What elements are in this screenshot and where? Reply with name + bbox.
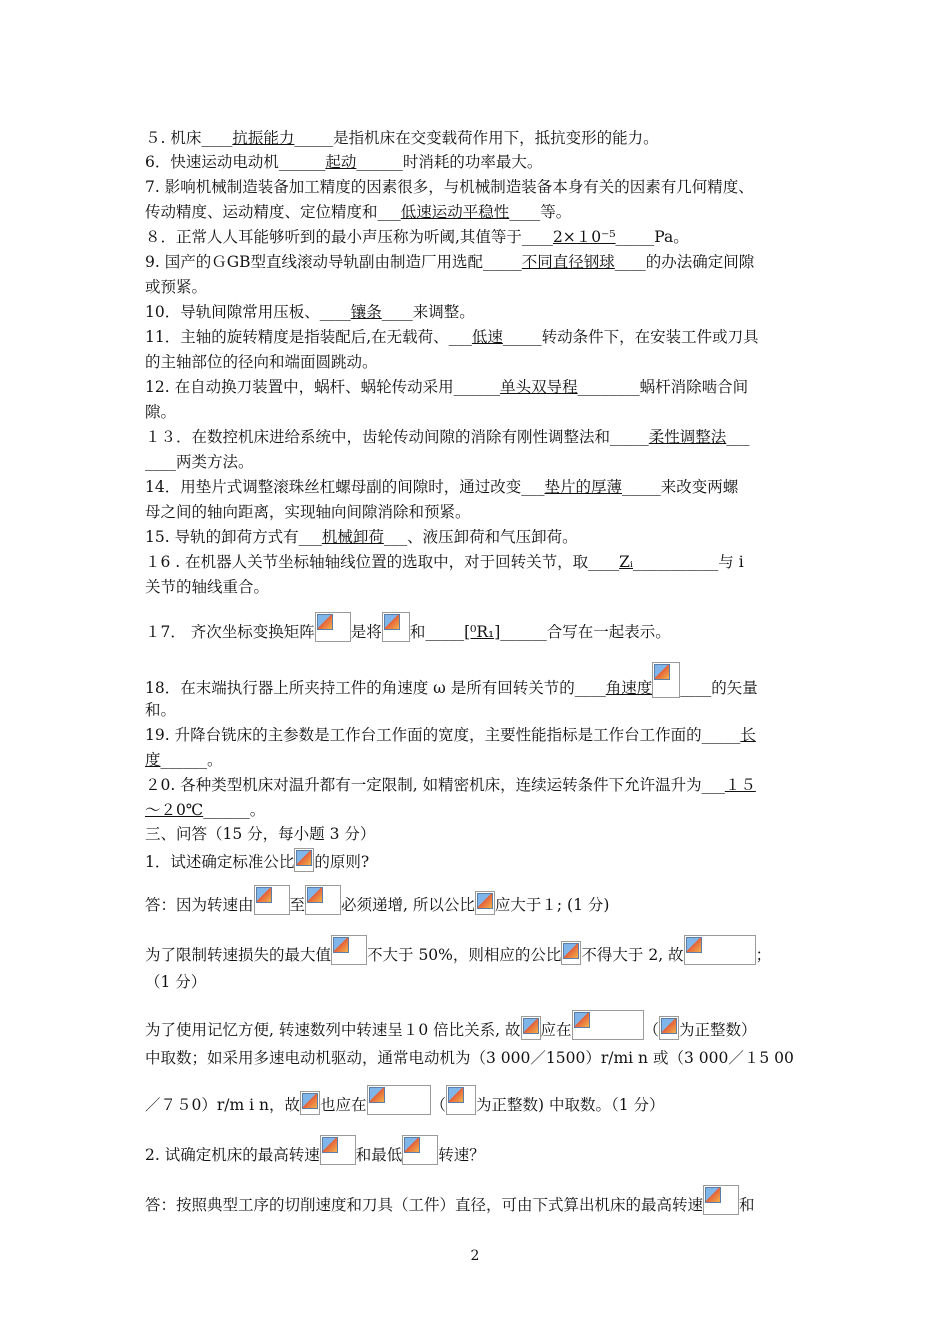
text-line: 10．导轨间隙常用压板、____镶条____来调整。 <box>145 303 475 321</box>
formula-image <box>703 1185 739 1215</box>
text-line: １6 . 在机器人关节坐标轴轴线位置的选取中，对于回转关节，取____Zᵢ___________与 i <box>145 553 744 571</box>
text-line: ５. 机床____抗振能力_____是指机床在交变载荷作用下，抵抗变形的能力。 <box>145 129 659 147</box>
matrix-image <box>382 612 410 642</box>
text-line: 7. 影响机械制造装备加工精度的因素很多，与机械制造装备本身有关的因素有几何精度、 <box>145 178 754 196</box>
text-line: 母之间的轴向距离，实现轴向间隙消除和预紧。 <box>145 503 471 521</box>
answer-line-3: （1 分） <box>145 973 207 991</box>
question-17: １7． 齐次坐标变换矩阵 是将 和_____[⁰R₁]______合写在一起表示。 <box>145 612 671 642</box>
text-line: 或预紧。 <box>145 278 208 296</box>
matrix-image <box>315 612 351 642</box>
text-line: ____两类方法。 <box>145 453 254 471</box>
ratio-symbol-image <box>521 1016 541 1040</box>
answer-line-4: 为了使用记忆方便, 转速数列中转速呈１0 倍比关系, 故 应在 （ 为正整数） <box>145 1010 757 1040</box>
section-heading: 三、问答（15 分，每小题 3 分） <box>145 825 376 843</box>
text-line: 的主轴部位的径向和端面圆跳动。 <box>145 353 378 371</box>
text-line: 12. 在自动换刀装置中，蜗杆、蜗轮传动采用______单头双导程________蜗杆消除啮合间 <box>145 378 749 396</box>
formula-image <box>402 1135 438 1165</box>
variable-image <box>659 1016 679 1040</box>
question-18: 18．在末端执行器上所夹持工件的角速度 ω 是所有回转关节的____角速度 ____的矢量 <box>145 662 758 698</box>
question-19: 19. 升降台铣床的主参数是工作台工作面的宽度，主要性能指标是工作台工作面的_____长 <box>145 726 756 744</box>
formula-image <box>254 885 290 915</box>
formula-image <box>331 935 367 965</box>
text-line: 15. 导轨的卸荷方式有___机械卸荷___、液压卸荷和气压卸荷。 <box>145 528 578 546</box>
text-line: 14．用垫片式调整滚珠丝杠螺母副的间隙时，通过改变___垫片的厚薄_____来改变两螺 <box>145 478 739 496</box>
ratio-symbol-image <box>294 848 314 872</box>
answer-line-7: 答：按照典型工序的切削速度和刀具（工件）直径，可由下式算出机床的最高转速 和 <box>145 1185 755 1215</box>
text-line: 9. 国产的ＧGB型直线滚动导轨副由制造厂用选配_____不同直径钢球____的办法确定间隙 <box>145 253 755 271</box>
formula-image <box>652 662 680 698</box>
ratio-symbol-image <box>561 941 581 965</box>
ratio-symbol-image <box>300 1091 320 1115</box>
formula-image <box>320 1135 356 1165</box>
text-line: １３．在数控机床进给系统中，齿轮传动间隙的消除有刚性调整法和_____柔性调整法___ <box>145 428 750 446</box>
answer-line-6: ／７５0）r/m i n，故 也应在 （ 为正整数) 中取数。（1 分） <box>145 1085 665 1115</box>
formula-image <box>305 885 341 915</box>
text-line: 隙。 <box>145 403 177 421</box>
formula-image <box>684 935 756 965</box>
page-number: 2 <box>470 1248 480 1264</box>
variable-image <box>446 1085 476 1115</box>
formula-image <box>572 1010 644 1040</box>
text-line: 关节的轴线重合。 <box>145 578 270 596</box>
text-line: 6．快速运动电动机______起动______时消耗的功率最大。 <box>145 153 543 171</box>
formula-image <box>367 1085 431 1115</box>
text-line: ８．正常人人耳能够听到的最小声压称为听阈,其值等于____2×１0⁻⁵_____Pa。 <box>145 228 689 246</box>
question-19-cont: 度______。 <box>145 751 223 769</box>
answer-line-1: 答：因为转速由 至 必须递增, 所以公比 应大于１; (1 分) <box>145 885 609 915</box>
question-q1: 1．试述确定标准公比 的原则? <box>145 848 369 872</box>
answer-line-5: 中取数；如采用多速电动机驱动，通常电动机为（3 000／1500）r/mi n 或（3 000／１5 00 <box>145 1049 794 1067</box>
question-20-cont: ～２0℃______。 <box>145 801 266 819</box>
question-18-cont: 和。 <box>145 701 177 719</box>
question-q2: 2. 试确定机床的最高转速 和最低 转速？ <box>145 1135 485 1165</box>
text-line: 11．主轴的旋转精度是指装配后,在无载荷、___低速_____转动条件下，在安装工件或刀具 <box>145 328 759 346</box>
ratio-symbol-image <box>475 891 495 915</box>
text-line: 传动精度、运动精度、定位精度和___低速运动平稳性____等。 <box>145 203 572 221</box>
answer-line-2: 为了限制转速损失的最大值 不大于 50%，则相应的公比 不得大于 2, 故 ； <box>145 935 771 965</box>
question-20: ２0. 各种类型机床对温升都有一定限制, 如精密机床，连续运转条件下允许温升为___１５ <box>145 776 756 794</box>
